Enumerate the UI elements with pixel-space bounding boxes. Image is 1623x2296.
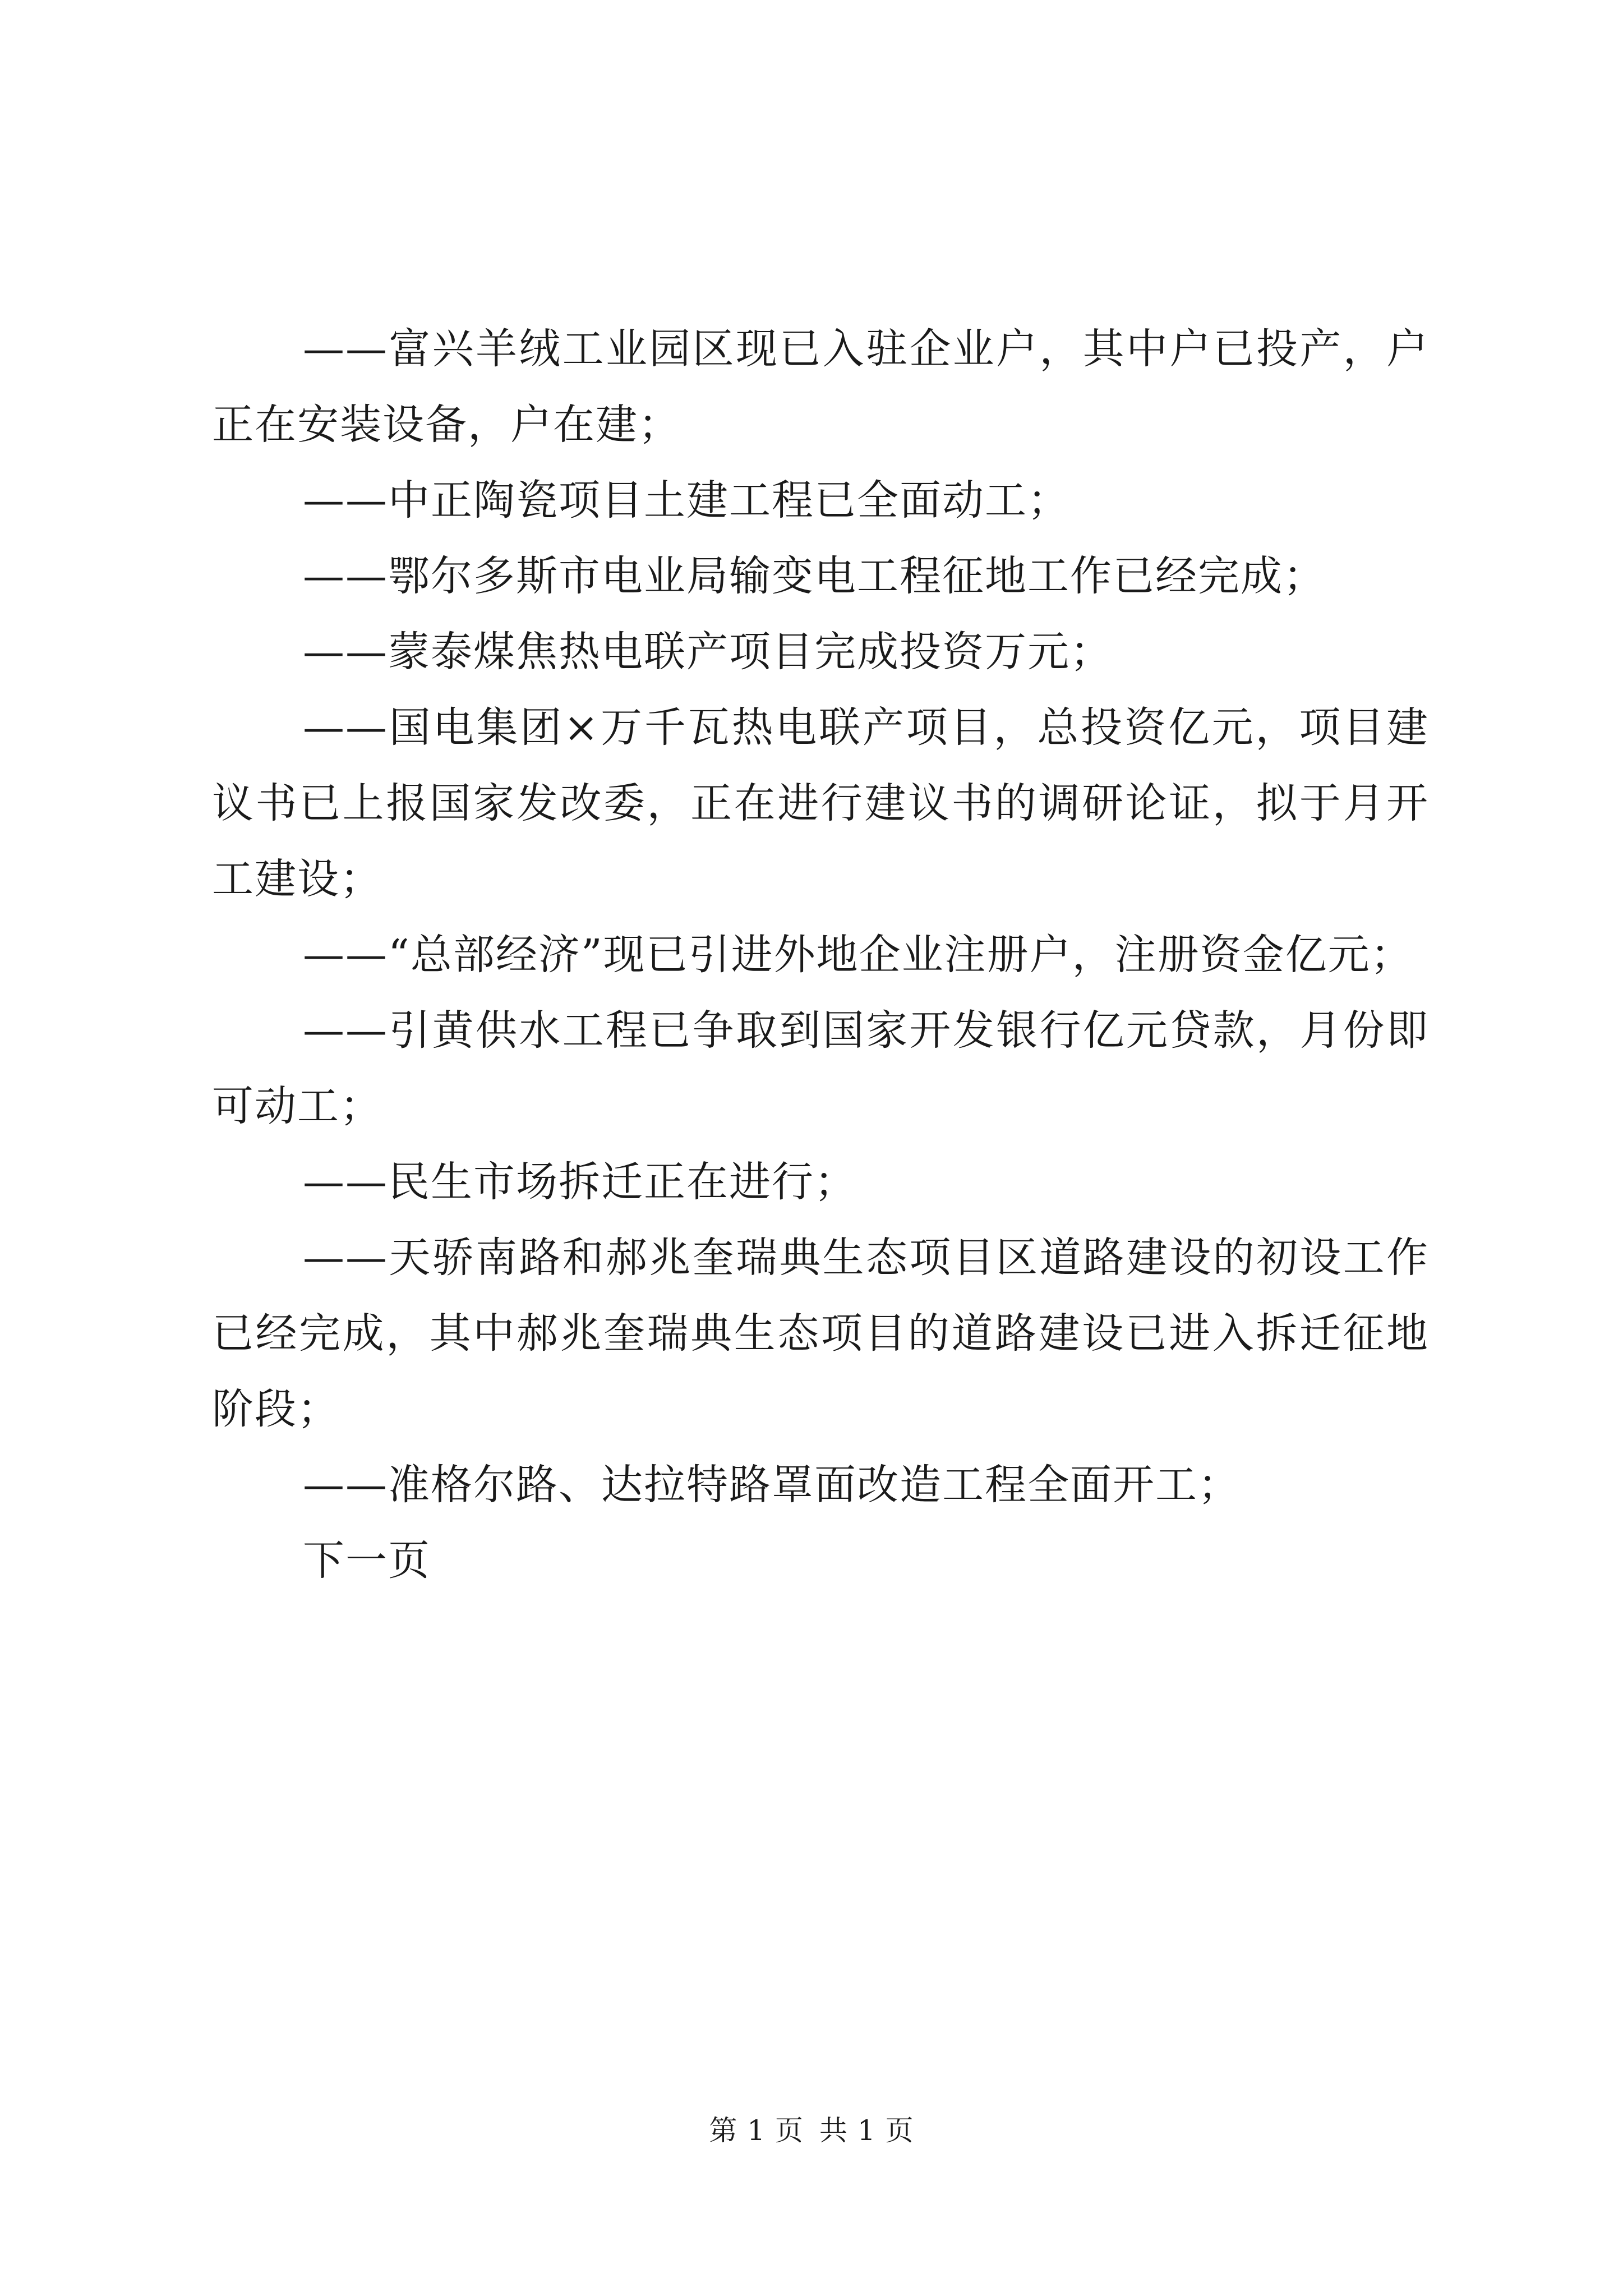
page-footer — [0, 2108, 1623, 2148]
paragraph-zhongzheng-ceramics: ——中正陶瓷项目土建工程已全面动工； — [303, 476, 1070, 524]
paragraph-fuxing-cashmere-park: ——富兴羊绒工业园区现已入驻企业户，其中户已投产，户正在安装设备，户在建； — [212, 325, 1429, 449]
paragraph-yellow-river-water-supply: ——引黄供水工程已争取到国家开发银行亿元贷款，月份即可动工； — [212, 1006, 1429, 1130]
page-total: 共 1 页 — [819, 2114, 914, 2147]
document-body — [212, 311, 1429, 1599]
paragraph-zhungeer-dalate-roads: ——准格尔路、达拉特路罩面改造工程全面开工； — [303, 1461, 1241, 1509]
paragraph-headquarters-economy: ——“总部经济”现已引进外地企业注册户，注册资金亿元； — [303, 931, 1413, 979]
next-page-link[interactable]: 下一页 — [303, 1536, 431, 1585]
paragraph-ordos-power-bureau: ——鄂尔多斯市电业局输变电工程征地工作已经完成； — [303, 552, 1326, 600]
page-number: 第 1 页 — [709, 2114, 804, 2147]
paragraph-mengtai-coal-coke: ——蒙泰煤焦热电联产项目完成投资万元； — [303, 628, 1113, 676]
paragraph-tianjiao-road: ——天骄南路和郝兆奎瑞典生态项目区道路建设的初设工作已经完成，其中郝兆奎瑞典生态项目的道路建设已进入拆迁征地阶段； — [212, 1234, 1429, 1433]
paragraph-minsheng-market: ——民生市场拆迁正在进行； — [303, 1158, 857, 1206]
paragraph-guodian-cogeneration: ——国电集团×万千瓦热电联产项目，总投资亿元，项目建议书已上报国家发改委，正在进行建议书的调研论证，拟于月开工建设； — [212, 703, 1429, 903]
